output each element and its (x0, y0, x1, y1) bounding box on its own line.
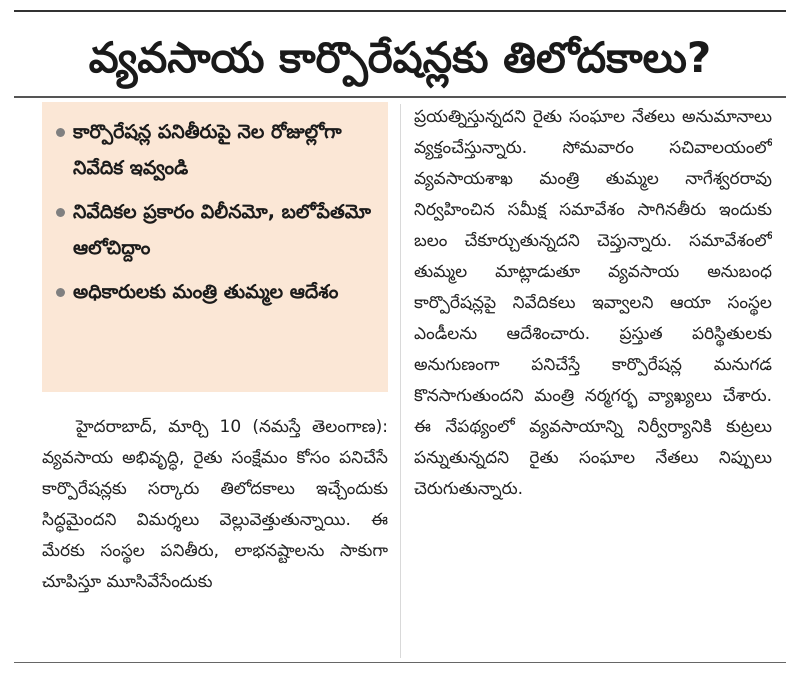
bullet-icon (56, 128, 65, 137)
article-right-paragraph: ప్రయత్నిస్తున్నదని రైతు సంఘాల నేతలు అనుమానాలు వ్యక్తంచేస్తున్నారు. సోమవారం సచివాలయంలో వ్యవసాయశాఖ మంత్రి తుమ్మల నాగేశ్వరరావు నిర్వహించిన సమీక్ష సమావేశం సాగినతీరు ఇందుకు బలం చేకూర్చుతున్నదని చెప్తున్నారు. సమావేశంలో తుమ్మల మాట్లాడుతూ వ్యవసాయ అనుబంధ కార్పొరేషన్లపై నివేదికలు ఇవ్వాలని ఆయా సంస్థల ఎండీలను ఆదేశించారు. ప్రస్తుత పరిస్థితులకు అనుగుణంగా పనిచేస్తే కార్పొరేషన్ల మనుగడ కొనసాగుతుందని మంత్రి నర్మగర్భ వ్యాఖ్యలు చేశారు. ఈ నేపథ్యంలో వ్యవసాయాన్ని నిర్వీర్యానికి కుట్రలు పన్నుతున్నదని రైతు సంఘాల నేతలు నిప్పులు చెరుగుతున్నారు. (414, 107, 772, 499)
bullet-icon (56, 208, 65, 217)
highlight-box (42, 102, 388, 392)
bullet-icon (56, 288, 65, 297)
highlight-item (56, 194, 378, 266)
bottom-rule (14, 662, 786, 663)
highlight-text: అధికారులకు మంత్రి తుమ్మల ఆదేశం (73, 281, 339, 303)
headline: వ్యవసాయ కార్పొరేషన్లకు తిలోదకాలు? (88, 33, 712, 82)
article-left-column (42, 412, 388, 658)
highlight-text: నివేదికల ప్రకారం విలీనమో, బలోపేతమో ఆలోచిద్దాం (73, 201, 371, 259)
top-rule (14, 10, 786, 12)
highlight-item (56, 114, 378, 186)
headline-rule (14, 96, 786, 98)
article-right-column (414, 102, 772, 658)
highlight-text: కార్పొరేషన్ల పనితీరుపై నెల రోజుల్లోగా నివేదిక ఇవ్వండి (73, 121, 342, 179)
highlight-item (56, 274, 378, 310)
column-divider (400, 104, 401, 658)
article-left-paragraph: హైదరాబాద్, మార్చి 10 (నమస్తే తెలంగాణ): వ్యవసాయ అభివృద్ధి, రైతు సంక్షేమం కోసం పనిచేసే కార్పొరేషన్లకు సర్కారు తిలోదకాలు ఇచ్చేందుకు సిద్ధమైందని విమర్శలు వెల్లువెత్తుతున్నాయి. ఈ మేరకు సంస్థల పనితీరు, లాభనష్టాలను సాకుగా చూపిస్తూ మూసివేసేందుకు (42, 417, 388, 592)
